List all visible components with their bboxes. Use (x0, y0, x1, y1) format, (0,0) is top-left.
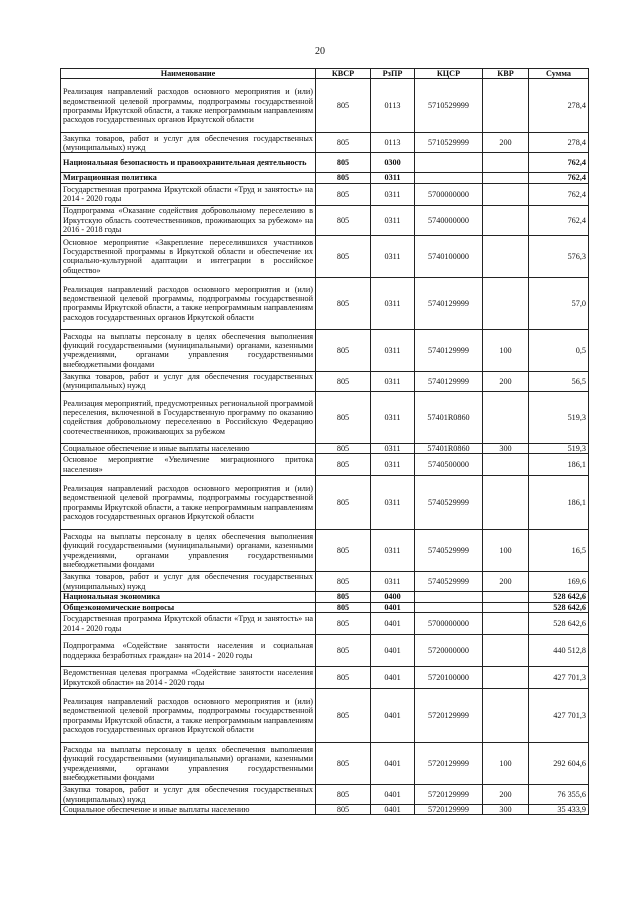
cell-kvr (483, 476, 529, 530)
cell-kvsr: 805 (316, 277, 371, 329)
cell-kcsr: 5700000000 (415, 183, 483, 205)
cell-kvsr: 805 (316, 391, 371, 443)
cell-sum: 519,3 (529, 391, 589, 443)
cell-sum: 292 604,6 (529, 743, 589, 785)
cell-kcsr: 5740529999 (415, 572, 483, 592)
cell-kcsr: 5740000000 (415, 205, 483, 235)
cell-rzpr: 0311 (371, 173, 415, 183)
cell-kvsr: 805 (316, 743, 371, 785)
cell-rzpr: 0311 (371, 454, 415, 476)
cell-name: Подпрограмма «Оказание содействия добровольному переселению в Иркутскую область соотечественников, проживающих за рубежом» на 2016 - 2018 годы (61, 205, 316, 235)
cell-rzpr: 0311 (371, 572, 415, 592)
cell-sum: 576,3 (529, 235, 589, 277)
cell-kcsr: 57401R0860 (415, 391, 483, 443)
page-number: 20 (315, 46, 325, 57)
cell-kcsr: 5700000000 (415, 613, 483, 635)
cell-kvsr: 805 (316, 443, 371, 453)
cell-kcsr: 5720129999 (415, 743, 483, 785)
cell-kcsr: 5740529999 (415, 476, 483, 530)
cell-kvr (483, 153, 529, 173)
cell-sum: 278,4 (529, 133, 589, 153)
cell-kcsr: 5740129999 (415, 329, 483, 371)
cell-kvsr: 805 (316, 689, 371, 743)
cell-name: Социальное обеспечение и иные выплаты населению (61, 805, 316, 815)
cell-kcsr: 5710529999 (415, 79, 483, 133)
cell-rzpr: 0311 (371, 329, 415, 371)
cell-kvr (483, 667, 529, 689)
cell-kvr: 300 (483, 443, 529, 453)
cell-kcsr: 5740129999 (415, 371, 483, 391)
cell-name: Миграционная политика (61, 173, 316, 183)
cell-kvr (483, 602, 529, 612)
header-kcsr: КЦСР (415, 69, 483, 79)
cell-name: Национальная безопасность и правоохранительная деятельность (61, 153, 316, 173)
cell-kcsr: 5740500000 (415, 454, 483, 476)
cell-kvsr: 805 (316, 153, 371, 173)
cell-rzpr: 0113 (371, 79, 415, 133)
cell-rzpr: 0300 (371, 153, 415, 173)
cell-name: Национальная экономика (61, 592, 316, 602)
cell-kvsr: 805 (316, 329, 371, 371)
cell-name: Государственная программа Иркутской области «Труд и занятость» на 2014 - 2020 годы (61, 183, 316, 205)
cell-rzpr: 0311 (371, 530, 415, 572)
cell-kvsr: 805 (316, 785, 371, 805)
header-sum: Сумма (529, 69, 589, 79)
cell-kvsr: 805 (316, 602, 371, 612)
cell-kvsr: 805 (316, 667, 371, 689)
table-row (61, 183, 589, 205)
table-row (61, 329, 589, 371)
cell-rzpr: 0401 (371, 613, 415, 635)
cell-rzpr: 0401 (371, 635, 415, 667)
table-row (61, 443, 589, 453)
cell-sum: 762,4 (529, 183, 589, 205)
cell-sum: 169,6 (529, 572, 589, 592)
cell-sum: 186,1 (529, 454, 589, 476)
cell-kvsr: 805 (316, 454, 371, 476)
cell-kcsr (415, 592, 483, 602)
cell-kcsr: 5740100000 (415, 235, 483, 277)
table-row (61, 743, 589, 785)
cell-kvsr: 805 (316, 476, 371, 530)
cell-name: Реализация направлений расходов основного мероприятия и (или) ведомственной целевой программы, подпрограммы государственной программы Иркутской области, а также непрограммным направлениям расходов государственных органов Иркутской области (61, 476, 316, 530)
table-row (61, 391, 589, 443)
cell-rzpr: 0311 (371, 443, 415, 453)
table-row (61, 173, 589, 183)
table-row (61, 592, 589, 602)
cell-name: Закупка товаров, работ и услуг для обеспечения государственных (муниципальных) нужд (61, 133, 316, 153)
cell-sum: 762,4 (529, 205, 589, 235)
cell-kvr (483, 79, 529, 133)
cell-kvsr: 805 (316, 371, 371, 391)
cell-rzpr: 0401 (371, 805, 415, 815)
header-kvr: КВР (483, 69, 529, 79)
cell-sum: 0,5 (529, 329, 589, 371)
header-rzpr: РзПР (371, 69, 415, 79)
cell-kvsr: 805 (316, 133, 371, 153)
cell-name: Основное мероприятие «Закрепление переселившихся участников Государственной программы в Иркутской области и обеспечение их социально-культурной адаптации и интеграции в российское общество» (61, 235, 316, 277)
cell-kcsr: 5740529999 (415, 530, 483, 572)
cell-kvr (483, 635, 529, 667)
table-row (61, 153, 589, 173)
table-row (61, 133, 589, 153)
cell-sum: 528 642,6 (529, 592, 589, 602)
table-row (61, 689, 589, 743)
cell-name: Расходы на выплаты персоналу в целях обеспечения выполнения функций государственными (муниципальными) органами, казенными учреждениями, органами управления государственными внебюджетными фондами (61, 329, 316, 371)
cell-sum: 16,5 (529, 530, 589, 572)
cell-rzpr: 0401 (371, 689, 415, 743)
cell-kvr: 300 (483, 805, 529, 815)
cell-kvr: 100 (483, 329, 529, 371)
cell-kvr (483, 454, 529, 476)
cell-name: Реализация направлений расходов основного мероприятия и (или) ведомственной целевой программы, подпрограммы государственной программы Иркутской области, а также непрограммным направлениям расходов государственных органов Иркутской области (61, 79, 316, 133)
table-row (61, 205, 589, 235)
cell-rzpr: 0401 (371, 667, 415, 689)
table-row (61, 277, 589, 329)
cell-rzpr: 0311 (371, 277, 415, 329)
cell-name: Реализация мероприятий, предусмотренных региональной программой переселения, включенной в Государственную программу по оказанию содействия добровольному переселению в Российскую Федерацию соотечественников, проживающих за рубежом (61, 391, 316, 443)
cell-kcsr: 5720129999 (415, 689, 483, 743)
table-row (61, 667, 589, 689)
cell-rzpr: 0401 (371, 785, 415, 805)
cell-rzpr: 0401 (371, 743, 415, 785)
cell-kcsr: 5720129999 (415, 785, 483, 805)
cell-name: Ведомственная целевая программа «Содействие занятости населения Иркутской области» на 2014 - 2020 годы (61, 667, 316, 689)
cell-kcsr: 5710529999 (415, 133, 483, 153)
cell-kvsr: 805 (316, 592, 371, 602)
cell-sum: 427 701,3 (529, 667, 589, 689)
cell-kcsr (415, 602, 483, 612)
cell-rzpr: 0311 (371, 235, 415, 277)
cell-rzpr: 0400 (371, 592, 415, 602)
cell-kcsr: 5720129999 (415, 805, 483, 815)
cell-sum: 57,0 (529, 277, 589, 329)
cell-sum: 762,4 (529, 153, 589, 173)
cell-kvsr: 805 (316, 805, 371, 815)
cell-kvr: 100 (483, 743, 529, 785)
table-row (61, 613, 589, 635)
header-name: Наименование (61, 69, 316, 79)
cell-kvr (483, 277, 529, 329)
cell-sum: 35 433,9 (529, 805, 589, 815)
table-row (61, 371, 589, 391)
cell-kvsr: 805 (316, 173, 371, 183)
cell-kvsr: 805 (316, 235, 371, 277)
cell-rzpr: 0311 (371, 371, 415, 391)
table-row (61, 454, 589, 476)
cell-kcsr (415, 153, 483, 173)
table-row (61, 235, 589, 277)
cell-kvr (483, 613, 529, 635)
cell-name: Расходы на выплаты персоналу в целях обеспечения выполнения функций государственными (муниципальными) органами, казенными учреждениями, органами управления государственными внебюджетными фондами (61, 530, 316, 572)
cell-kcsr: 5720100000 (415, 667, 483, 689)
cell-name: Закупка товаров, работ и услуг для обеспечения государственных (муниципальных) нужд (61, 785, 316, 805)
cell-kvsr: 805 (316, 572, 371, 592)
cell-rzpr: 0311 (371, 391, 415, 443)
cell-name: Основное мероприятие «Увеличение миграционного притока населения» (61, 454, 316, 476)
cell-name: Государственная программа Иркутской области «Труд и занятость» на 2014 - 2020 годы (61, 613, 316, 635)
cell-kvr (483, 235, 529, 277)
cell-name: Социальное обеспечение и иные выплаты населению (61, 443, 316, 453)
cell-kvsr: 805 (316, 635, 371, 667)
cell-sum: 56,5 (529, 371, 589, 391)
cell-name: Закупка товаров, работ и услуг для обеспечения государственных (муниципальных) нужд (61, 371, 316, 391)
table-row (61, 805, 589, 815)
cell-kvsr: 805 (316, 183, 371, 205)
cell-kvr (483, 173, 529, 183)
cell-rzpr: 0401 (371, 602, 415, 612)
cell-kvr (483, 205, 529, 235)
cell-sum: 528 642,6 (529, 613, 589, 635)
cell-kvr: 200 (483, 371, 529, 391)
table-row (61, 602, 589, 612)
cell-kcsr: 57401R0860 (415, 443, 483, 453)
budget-table (60, 68, 589, 815)
cell-rzpr: 0113 (371, 133, 415, 153)
cell-sum: 76 355,6 (529, 785, 589, 805)
cell-kcsr (415, 173, 483, 183)
table-row (61, 785, 589, 805)
cell-kcsr: 5740129999 (415, 277, 483, 329)
cell-kvr: 200 (483, 572, 529, 592)
cell-kvsr: 805 (316, 205, 371, 235)
cell-kvr: 200 (483, 785, 529, 805)
cell-rzpr: 0311 (371, 476, 415, 530)
cell-kvsr: 805 (316, 79, 371, 133)
table-row (61, 79, 589, 133)
cell-kvr: 100 (483, 530, 529, 572)
cell-name: Расходы на выплаты персоналу в целях обеспечения выполнения функций государственными (муниципальными) органами, казенными учреждениями, органами управления государственными внебюджетными фондами (61, 743, 316, 785)
header-kvsr: КВСР (316, 69, 371, 79)
cell-kvr (483, 183, 529, 205)
table-row (61, 635, 589, 667)
cell-name: Общеэкономические вопросы (61, 602, 316, 612)
cell-sum: 186,1 (529, 476, 589, 530)
table-row (61, 530, 589, 572)
cell-sum: 278,4 (529, 79, 589, 133)
cell-kvr (483, 391, 529, 443)
table-row (61, 572, 589, 592)
cell-kvr: 200 (483, 133, 529, 153)
table-header-row (61, 69, 589, 79)
cell-sum: 528 642,6 (529, 602, 589, 612)
cell-rzpr: 0311 (371, 183, 415, 205)
cell-kcsr: 5720000000 (415, 635, 483, 667)
cell-sum: 427 701,3 (529, 689, 589, 743)
cell-name: Реализация направлений расходов основного мероприятия и (или) ведомственной целевой программы, подпрограммы государственной программы Иркутской области, а также непрограммным направлениям расходов государственных органов Иркутской области (61, 689, 316, 743)
cell-name: Закупка товаров, работ и услуг для обеспечения государственных (муниципальных) нужд (61, 572, 316, 592)
cell-sum: 519,3 (529, 443, 589, 453)
cell-kvr (483, 592, 529, 602)
cell-sum: 440 512,8 (529, 635, 589, 667)
cell-rzpr: 0311 (371, 205, 415, 235)
cell-kvr (483, 689, 529, 743)
cell-kvsr: 805 (316, 530, 371, 572)
cell-sum: 762,4 (529, 173, 589, 183)
cell-name: Реализация направлений расходов основного мероприятия и (или) ведомственной целевой программы, подпрограммы государственной программы Иркутской области, а также непрограммным направлениям расходов государственных органов Иркутской области (61, 277, 316, 329)
table-body (61, 79, 589, 815)
table-row (61, 476, 589, 530)
cell-kvsr: 805 (316, 613, 371, 635)
cell-name: Подпрограмма «Содействие занятости населения и социальная поддержка безработных граждан» на 2014 - 2020 годы (61, 635, 316, 667)
